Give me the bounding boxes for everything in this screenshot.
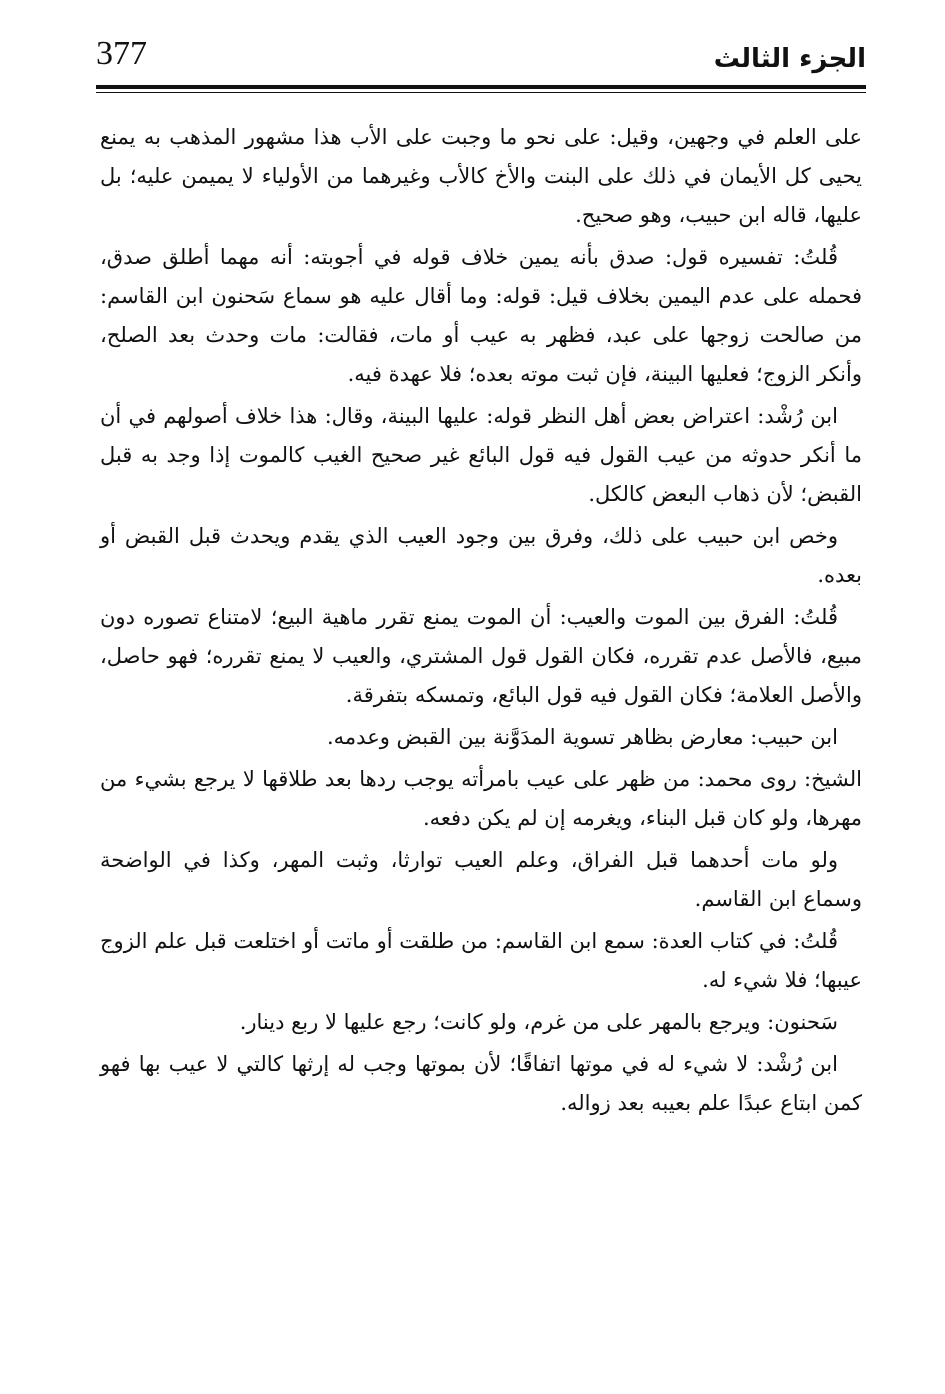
header-rule-thin <box>96 92 866 93</box>
page-number: 377 <box>96 35 147 72</box>
page-header <box>96 30 866 85</box>
paragraph <box>100 841 862 919</box>
paragraph <box>100 1045 862 1123</box>
paragraph <box>100 517 862 595</box>
paragraph-text: وخص ابن حبيب على ذلك، وفرق بين وجود العيب الذي يقدم ويحدث قبل القبض أو بعده. <box>100 524 862 587</box>
paragraph-text: : ويرجع بالمهر على من غرم، ولو كانت؛ رجع عليها لا ربع دينار. <box>239 1010 775 1034</box>
paragraph-lead: قُلتُ <box>800 605 838 629</box>
paragraph <box>100 922 862 1000</box>
paragraph-text: : لا شيء له في موتها اتفاقًا؛ لأن بموتها وجب له إرثها كالتي لا عيب بها فهو كمن ابتاع عبدًا علم بعيبه بعد زواله. <box>100 1052 862 1115</box>
paragraph-lead: سَحنون <box>774 1010 838 1034</box>
paragraph <box>100 718 862 757</box>
paragraph-lead: ابن رُشْد <box>764 404 838 428</box>
header-rule-thick <box>96 85 866 89</box>
paragraph <box>100 598 862 715</box>
paragraph-lead: قُلتُ <box>800 929 838 953</box>
paragraph-text: على العلم في وجهين، وقيل: على نحو ما وجبت على الأب هذا مشهور المذهب به يمنع يحيى كل الأيمان في ذلك على البنت والأخ كالأب وغيرهما من الأولياء لا يميمن عليه؛ بل عليها، قاله ابن حبيب، وهو صحيح. <box>100 125 862 227</box>
body-text <box>100 118 862 1126</box>
running-title: الجزء الثالث <box>713 44 866 74</box>
paragraph <box>100 118 862 235</box>
paragraph-text: : الفرق بين الموت والعيب: أن الموت يمنع تقرر ماهية البيع؛ لامتناع تصوره دون مبيع، فالأصل عدم تقرره، فكان القول قول المشتري، والعيب لا يمنع تقرره؛ فهو حاصل، والأصل العلامة؛ فكان القول فيه قول البائع، وتمسكه بتفرقة. <box>100 605 862 707</box>
paragraph <box>100 1003 862 1042</box>
paragraph-text: : في كتاب العدة: سمع ابن القاسم: من طلقت أو ماتت أو اختلعت قبل علم الزوج عيبها؛ فلا شيء له. <box>100 929 862 992</box>
paragraph <box>100 760 862 838</box>
paragraph-text: : معارض بظاهر تسوية المدَوَّنة بين القبض وعدمه. <box>326 725 758 749</box>
paragraph <box>100 397 862 514</box>
paragraph-lead: الشيخ <box>811 767 862 791</box>
paragraph-text: ولو مات أحدهما قبل الفراق، وعلم العيب توارثا، وثبت المهر، وكذا في الواضحة وسماع ابن القاسم. <box>100 848 862 911</box>
paragraph-text: : تفسيره قول: صدق بأنه يمين خلاف قوله في أجوبته: أنه مهما أطلق صدق، فحمله على عدم اليمين بخلاف قيل: قوله: وما أقال عليه هو سماع سَحنون ابن القاسم: من صالحت زوجها على عبد، فظهر به عيب أو مات، فقالت: مات وحدث بعد الصلح، وأنكر الزوج؛ فعليها البينة، فإن ثبت موته بعده؛ فلا عهدة فيه. <box>100 245 862 386</box>
paragraph-text: : روى محمد: من ظهر على عيب بامرأته يوجب ردها بعد طلاقها لا يرجع بشيء من مهرها، ولو كان قبل البناء، ويغرمه إن لم يكن دفعه. <box>100 767 862 830</box>
paragraph-lead: قُلتُ <box>800 245 838 269</box>
paragraph <box>100 238 862 394</box>
paragraph-text: : اعتراض بعض أهل النظر قوله: عليها البينة، وقال: هذا خلاف أصولهم في أن ما أنكر حدوثه من عيب القول فيه قول البائع غير صحيح الغيب كالموت إذا وجد به قبل القبض؛ لأن ذهاب البعض كالكل. <box>100 404 862 506</box>
paragraph-lead: ابن رُشْد <box>763 1052 838 1076</box>
paragraph-lead: ابن حبيب <box>757 725 838 749</box>
